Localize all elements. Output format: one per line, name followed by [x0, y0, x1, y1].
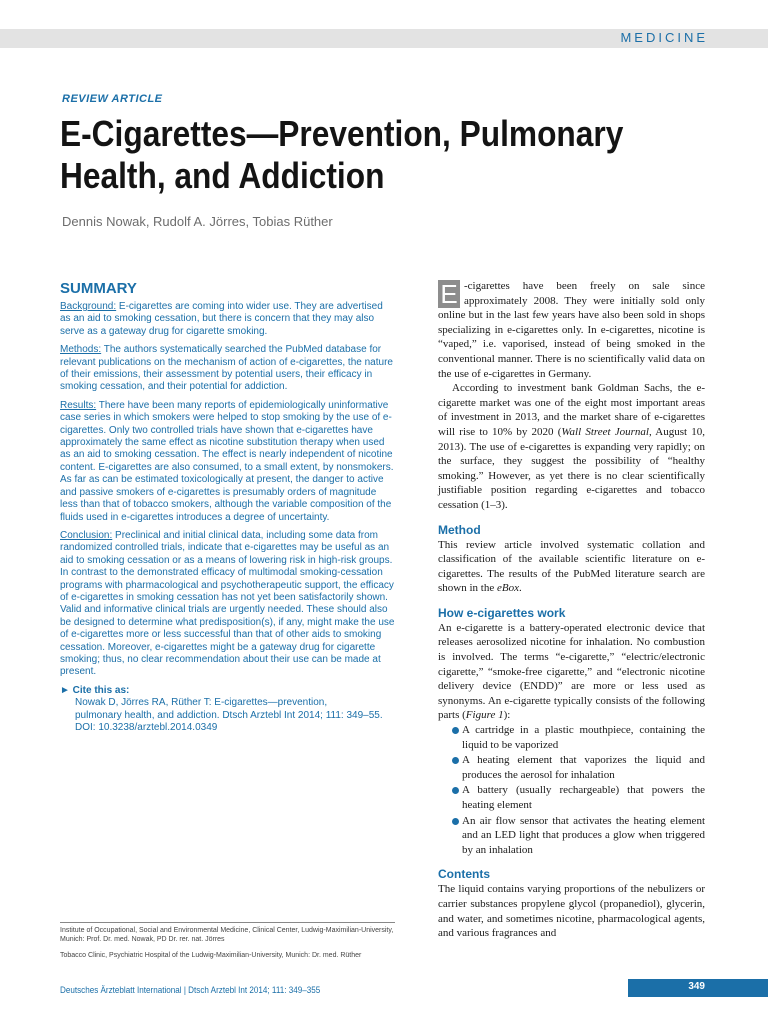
contents-heading: Contents — [438, 867, 490, 882]
journal-citation: Deutsches Ärzteblatt International | Dtsch Arztebl Int 2014; 111: 349–355 — [60, 985, 321, 995]
cite-line-2: pulmonary health, and addiction. Dtsch Arztebl Int 2014; 111: 349–55. — [75, 709, 383, 721]
summary-column — [60, 280, 395, 734]
affiliation-1: Institute of Occupational, Social and Environmental Medicine, Clinical Center, Ludwig-Maximilian-University, Munich: Prof. Dr. med. Nowak, PD Dr. rer. nat. Jörres — [60, 927, 394, 943]
article-type: REVIEW ARTICLE — [62, 93, 163, 105]
intro-paragraph-2 — [438, 381, 705, 512]
results-text: There have been many reports of epidemiologically uninformative case series in which smokers were helped to stop smoking by the use of e-cigarettes. Only two controlled trials have shown that e-cigarettes have approximately the same effect as nicotine substitution therapy when used as an aid to smoking cessation. The effect is nearly independent of nicotine content. E-cigarettes are also consumed, to a small extent, by nonsmokers. As far as can be estimated toxicologically at present, the danger to active and passive smokers of e-cigarettes is presumably orders of magnitude less than that of tobacco smokers, although the variable composition of the fluids used in e-cigarettes introduces a degree of uncertainty. — [60, 399, 394, 523]
how-heading: How e-cigarettes work — [438, 605, 566, 620]
list-item-text: An air flow sensor that activates the heating element and an LED light that produces a glow when triggered by an inhalation — [462, 814, 705, 856]
conclusion-label: Conclusion: — [60, 529, 113, 541]
intro-text-2a: According to investment bank Goldman Sachs, the e-cigarette market was one of the eight most important areas of investment in 2013, and the market share of e-cigarettes will rise to 10% by 2020 ( — [438, 382, 705, 438]
author-list: Dennis Nowak, Rudolf A. Jörres, Tobias Rüther — [62, 214, 333, 229]
how-text-b: ): — [503, 709, 511, 722]
contents-paragraph: The liquid contains varying proportions of the nebulizers or carrier substances propylene glycol (propanediol), glycerin, and water, and sometimes nicotine, pharmacological agents, and various fragrances and — [438, 883, 705, 940]
conclusion-text: Preclinical and initial clinical data, including some data from randomized controlled trials, indicate that e-cigarettes may be useful as an aid to smoking cessation or as a means of lowering risk in high-risk groups. In contrast to the demonstrated efficacy of multimodal smoking-cessation programs with pharmacological and psychotherapeutic support, the efficacy of e-cigarettes in smoking cessation has not yet been satisfactorily shown. Valid and informative clinical trials are urgently needed. These should also be designed to determine what predisposition(s), if any, might make the use of e-cigarettes more or less successful than that of other aids to smoking cessation. Moreover, e-cigarettes might be a gateway drug for cigarette smoking; thus, no clear recommendation about their use can be made at present. — [60, 529, 395, 678]
method-heading: Method — [438, 522, 481, 537]
list-item-text: A heating element that vaporizes the liquid and produces the aerosol for inhalation — [462, 754, 705, 781]
body-column — [438, 279, 705, 941]
background-text: E-cigarettes are coming into wider use. They are advertised as an aid to smoking cessation, but there is concern that they may also serve as a gateway drug for cigarette smoking. — [60, 301, 383, 337]
bullet-icon — [452, 818, 459, 825]
list-item-text: A cartridge in a plastic mouthpiece, containing the liquid to be vaporized — [462, 724, 705, 751]
summary-results — [60, 400, 395, 524]
intro-text-1: -cigarettes have been freely on sale since approximately 2008. They were initially sold only online but in the last few years have also been sold in shops specializing in e-cigarettes only. In e-cigarettes, nicotine is “vaped,” i.e. vaporised, instead of being smoked in the conventional manner. There is no scientifically valid data on the use of e-cigarettes in Germany. — [438, 280, 705, 380]
background-label: Background: — [60, 301, 117, 312]
how-text-a: An e-cigarette is a battery-operated electronic device that releases aerosolized nicotine for inhalation. No combustion is involved. The terms “e-cigarette,” “electric/electronic cigarette,” “smoke-free cigarette,” and “electronic nicotine delivery device (ENDD)” are more or less used as synonyms. An e-cigarette typically consists of the following parts ( — [438, 621, 705, 722]
method-text-b: . — [518, 582, 522, 595]
section-name: MEDICINE — [620, 30, 708, 45]
method-paragraph — [438, 538, 705, 596]
summary-heading: SUMMARY — [60, 280, 137, 297]
list-item — [438, 753, 705, 782]
methods-label: Methods: — [60, 344, 102, 356]
list-item-text: A battery (usually rechargeable) that powers the heating element — [462, 784, 705, 811]
summary-background — [60, 301, 395, 338]
intro-text-2-italic: Wall Street Journal — [561, 425, 649, 438]
list-item — [438, 783, 705, 812]
bullet-icon — [452, 757, 459, 764]
summary-methods — [60, 344, 395, 394]
affiliation-2: Tobacco Clinic, Psychiatric Hospital of the Ludwig-Maximilian-University, Munich: Dr. med. Rüther — [60, 952, 362, 959]
figure-1-ref[interactable]: Figure 1 — [465, 709, 504, 722]
intro-text-2b: , August 10, 2013). The use of e-cigarettes is expanding very rapidly; on the surface, they suggest the possibility of “healthy smoking.” However, as yet there is no clear scientifically justifiable position regarding e-cigarettes and tobacco cessation (1–3). — [438, 425, 705, 511]
list-item — [438, 723, 705, 752]
cite-line-1: Nowak D, Jörres RA, Rüther T: E-cigarettes—prevention, — [75, 697, 328, 709]
page-number: 349 — [688, 981, 705, 992]
drop-cap: E — [438, 280, 460, 308]
footnote-rule — [60, 922, 395, 923]
results-label: Results: — [60, 399, 97, 411]
method-ebox-ref[interactable]: eBox — [496, 582, 519, 595]
parts-list — [438, 723, 705, 857]
method-text-a: This review article involved systematic collation and classification of the available scientific literature on e-cigarettes. The results of the PubMed literature search are shown in the — [438, 538, 705, 595]
intro-paragraph-1 — [438, 279, 705, 381]
bullet-icon — [452, 787, 459, 794]
cite-doi[interactable]: DOI: 10.3238/arztebl.2014.0349 — [75, 722, 218, 733]
cite-heading: ► Cite this as: — [60, 684, 130, 696]
citation-block — [60, 685, 395, 735]
bullet-icon — [452, 727, 459, 734]
article-title: E-Cigarettes—Prevention, Pulmonary Health, and Addiction — [60, 113, 624, 196]
summary-conclusion — [60, 530, 395, 679]
methods-text: The authors systematically searched the PubMed database for relevant publications on the mechanism of action of e-cigarettes, the nature of their emissions, their assessment by potential users, their efficacy in smoking cessation, and their potential for addiction. — [60, 344, 393, 393]
list-item — [438, 814, 705, 858]
how-paragraph — [438, 621, 705, 723]
